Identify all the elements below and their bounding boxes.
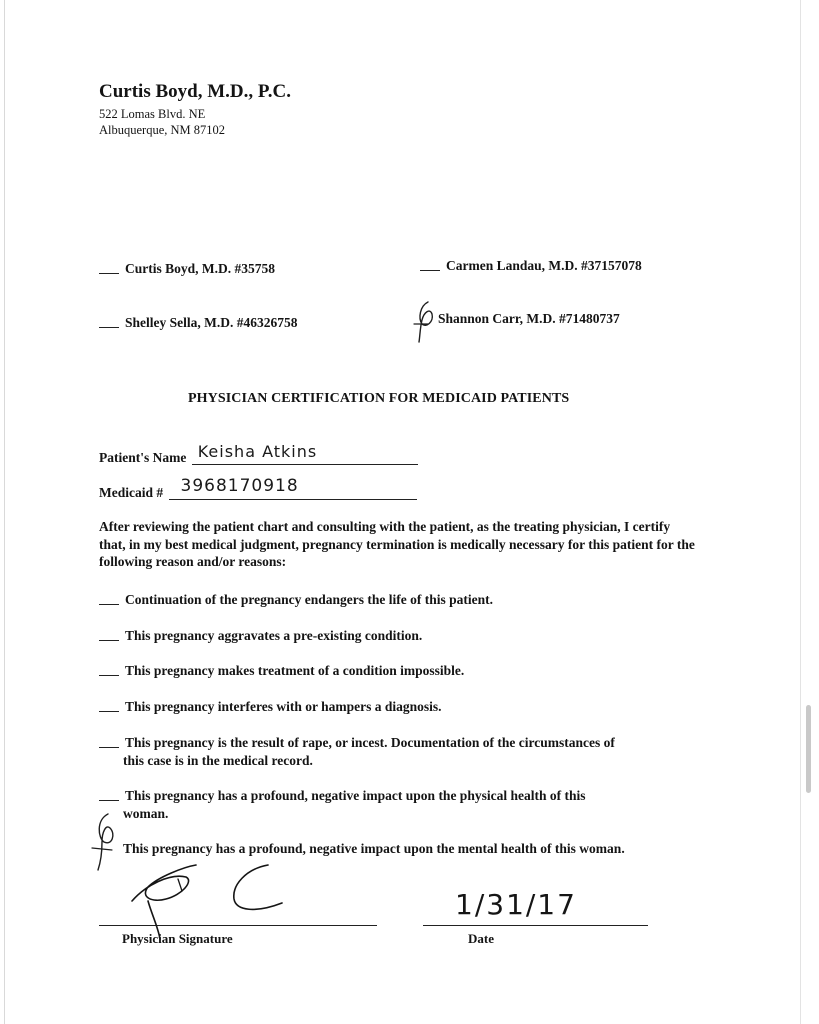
reason-text: This pregnancy has a profound, negative impact upon the physical health of this <box>125 788 586 803</box>
reason-checkbox-blank[interactable] <box>99 800 119 801</box>
physician-option-landau[interactable] <box>420 258 642 274</box>
reason-text: This pregnancy aggravates a pre-existing condition. <box>125 628 423 643</box>
physician-checkbox-blank[interactable] <box>99 273 119 274</box>
reason-text-continued: this case is in the medical record. <box>123 753 313 768</box>
reason-checkbox-blank[interactable] <box>99 604 119 605</box>
reason-checkbox-blank[interactable] <box>99 711 119 712</box>
medicaid-field <box>99 476 417 501</box>
reason-text: This pregnancy makes treatment of a condition impossible. <box>125 663 465 678</box>
reason-item[interactable] <box>99 698 699 716</box>
reason-text: This pregnancy has a profound, negative impact upon the mental health of this woman. <box>123 841 625 856</box>
reason-item[interactable] <box>99 627 699 645</box>
reason-checkbox-blank[interactable] <box>99 747 119 748</box>
reason-text: This pregnancy interferes with or hampers a diagnosis. <box>125 699 442 714</box>
date-line[interactable] <box>423 925 648 926</box>
physician-option-boyd[interactable] <box>99 261 275 277</box>
physician-label: Curtis Boyd, M.D. #35758 <box>125 261 276 276</box>
medicaid-value: 3968170918 <box>180 476 299 496</box>
reason-item[interactable] <box>99 787 699 823</box>
patient-name-label: Patient's Name <box>99 450 187 465</box>
practice-name: Curtis Boyd, M.D., P.C. <box>99 81 291 102</box>
patient-name-value: Keisha Atkins <box>197 442 318 461</box>
medicaid-label: Medicaid # <box>99 485 164 500</box>
date-label: Date <box>468 931 494 946</box>
physician-signature-label: Physician Signature <box>122 931 233 946</box>
physician-checkbox-blank[interactable] <box>420 270 440 271</box>
patient-name-line[interactable] <box>192 442 418 465</box>
date-value: 1/31/17 <box>455 888 577 921</box>
reason-text: This pregnancy is the result of rape, or incest. Documentation of the circumstances of <box>125 735 615 750</box>
reason-text: Continuation of the pregnancy endangers the life of this patient. <box>125 592 494 607</box>
scrollbar-thumb[interactable] <box>806 705 811 793</box>
reason-checkbox-blank[interactable] <box>99 640 119 641</box>
physician-label: Shannon Carr, M.D. #71480737 <box>438 311 620 326</box>
reason-item[interactable] <box>99 662 699 680</box>
reason-item[interactable] <box>99 734 699 770</box>
physician-option-sella[interactable] <box>99 315 298 331</box>
physician-label: Carmen Landau, M.D. #37157078 <box>446 258 642 273</box>
physician-label: Shelley Sella, M.D. #46326758 <box>125 315 298 330</box>
reason-checkbox-blank[interactable] <box>99 675 119 676</box>
form-title: PHYSICIAN CERTIFICATION FOR MEDICAID PATIENTS <box>188 391 570 406</box>
reason-text-continued: woman. <box>123 806 169 821</box>
practice-address-line1: 522 Lomas Blvd. NE <box>99 107 206 121</box>
page-right-edge <box>800 0 801 1024</box>
physician-option-carr[interactable] <box>438 311 620 327</box>
physician-checkbox-blank[interactable] <box>99 327 119 328</box>
practice-address-line2: Albuquerque, NM 87102 <box>99 123 226 137</box>
physician-signature-scribble <box>118 855 288 943</box>
certification-statement: After reviewing the patient chart and consulting with the patient, as the treating physician, I certify that, in my best medical judgment, pregnancy termination is medically necessary for this patient for the following reason and/or reasons: <box>99 519 695 569</box>
medicaid-line[interactable] <box>169 476 417 500</box>
reason-item[interactable] <box>99 591 699 609</box>
page-left-edge <box>4 0 5 1024</box>
handwritten-check-mark-icon <box>410 298 440 344</box>
patient-name-field <box>99 442 418 466</box>
